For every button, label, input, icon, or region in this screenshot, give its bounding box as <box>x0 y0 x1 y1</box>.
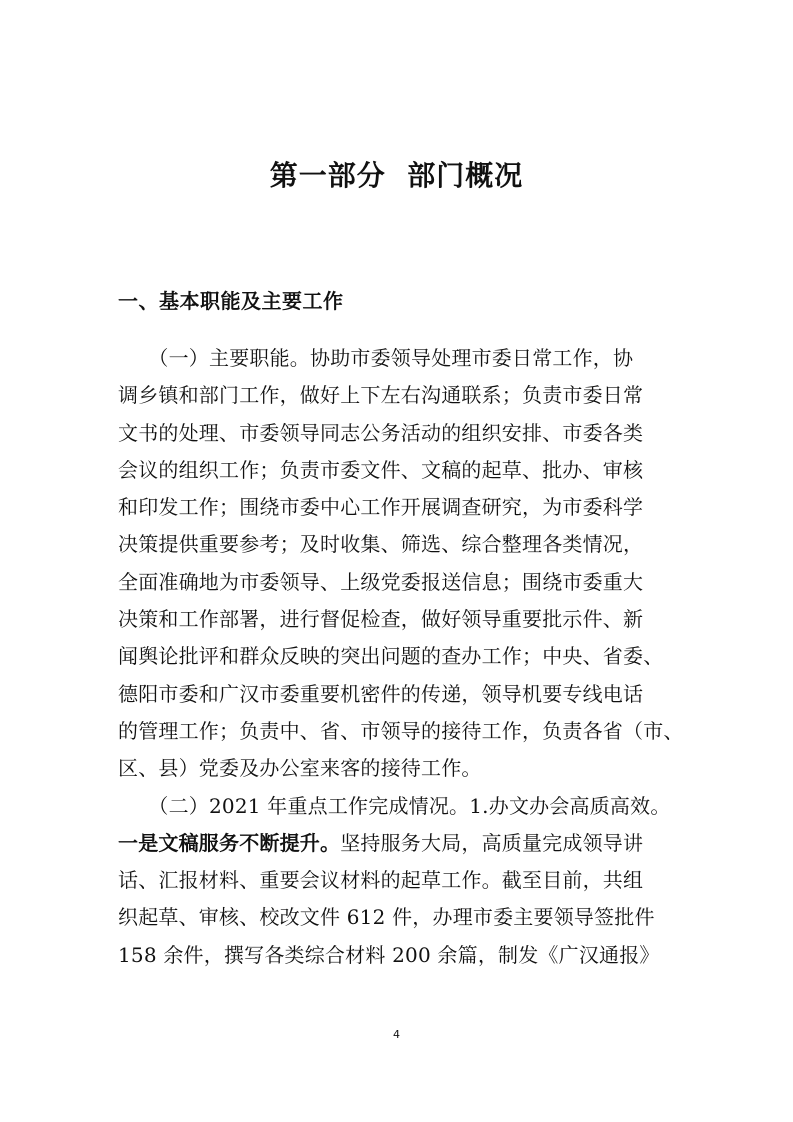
line-text: 区、县）党委及办公室来客的接待工作。 <box>118 756 482 781</box>
text-line <box>118 377 678 414</box>
line-text: 决策提供重要参考；及时收集、筛选、综合整理各类情况， <box>118 532 644 557</box>
page-number: 4 <box>393 1028 400 1041</box>
text-line <box>118 825 678 862</box>
page-title: 第一部分 部门概况 <box>269 159 524 192</box>
line-text: （二）2021 年重点工作完成情况。1.办文办会高质高效。 <box>118 793 671 818</box>
text-line <box>118 638 678 675</box>
line-text: 话、汇报材料、重要会议材料的起草工作。截至目前，共组 <box>118 868 644 893</box>
line-text: 织起草、审核、校改文件 612 件，办理市委主要领导签批件 <box>118 905 655 930</box>
body-text <box>118 340 684 974</box>
text-line <box>118 788 678 825</box>
text-line <box>118 564 678 601</box>
text-line <box>118 340 678 377</box>
line-text: 会议的组织工作；负责市委文件、文稿的起草、批办、审核 <box>118 457 644 482</box>
line-text: 文书的处理、市委领导同志公务活动的组织安排、市委各类 <box>118 420 644 445</box>
line-text: 全面准确地为市委领导、上级党委报送信息；围绕市委重大 <box>118 569 644 594</box>
text-line <box>118 862 678 899</box>
line-text: 德阳市委和广汉市委重要机密件的传递，领导机要专线电话 <box>118 681 644 706</box>
text-line <box>118 713 684 750</box>
text-line <box>118 937 678 974</box>
line-text: 158 余件，撰写各类综合材料 200 余篇，制发《广汉通报》 <box>118 942 660 967</box>
text-line <box>118 601 678 638</box>
line-text: 的管理工作；负责中、省、市领导的接待工作，负责各省（市、 <box>118 718 684 743</box>
text-line <box>118 415 678 452</box>
line-text: 闻舆论批评和群众反映的突出问题的查办工作；中央、省委、 <box>118 644 664 669</box>
text-line <box>118 750 678 787</box>
bold-lead-phrase: 一是文稿服务不断提升。 <box>118 830 341 855</box>
line-text: 坚持服务大局，高质量完成领导讲 <box>340 830 644 855</box>
text-line <box>118 899 678 936</box>
line-text: 和印发工作；围绕市委中心工作开展调查研究，为市委科学 <box>118 495 644 520</box>
text-line <box>118 489 678 526</box>
line-text: （一）主要职能。协助市委领导处理市委日常工作，协 <box>118 346 634 370</box>
line-text: 调乡镇和部门工作，做好上下左右沟通联系；负责市委日常 <box>118 383 644 408</box>
section-heading: 一、基本职能及主要工作 <box>118 289 344 313</box>
text-line <box>118 452 678 489</box>
text-line <box>118 526 678 563</box>
text-line <box>118 676 678 713</box>
line-text: 决策和工作部署，进行督促检查，做好领导重要批示件、新 <box>118 607 644 632</box>
